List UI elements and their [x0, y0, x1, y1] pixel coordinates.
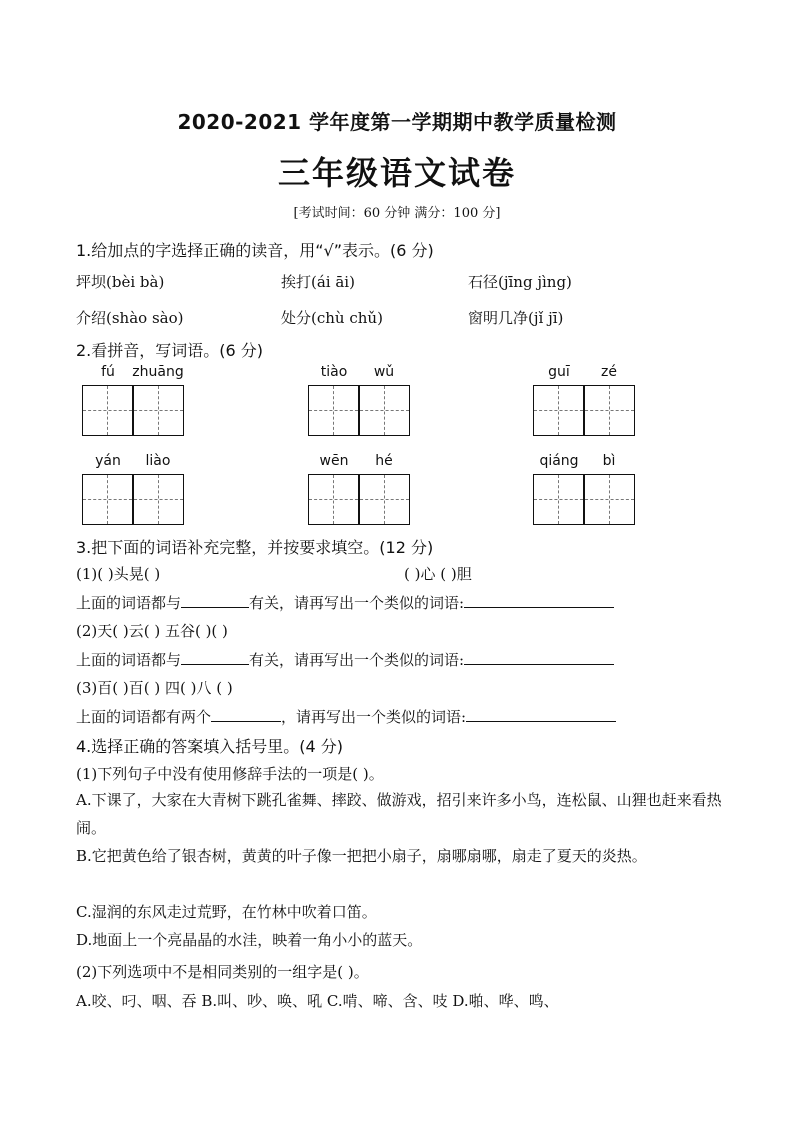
writing-grid[interactable]	[533, 385, 635, 436]
exam-subtitle: 2020-2021 学年度第一学期期中教学质量检测	[177, 110, 617, 134]
pinyin-label: tiào	[320, 364, 348, 380]
q3-line-6-suffix: ，请再写出一个类似的词语:	[281, 708, 467, 726]
q4-option-b: B.它把黄色给了银杏树，黄黄的叶子像一把把小扇子，扇哪扇哪，扇走了夏天的炎热。	[76, 847, 647, 865]
answer-blank[interactable]	[211, 707, 281, 722]
q4-option-a: A.下课了，大家在大青树下跳孔雀舞、摔跤、做游戏，招引来许多小鸟，连松鼠、山狸也赶来看热闹。	[76, 791, 722, 837]
q3-line-4-prefix: 上面的词语都与	[76, 651, 182, 669]
q3-line-1a: (1)( )头晃( )	[76, 565, 161, 583]
pinyin-label: wǔ	[373, 364, 395, 380]
q4-sub-question-2: (2)下列选项中不是相同类别的一组字是( )。	[76, 963, 369, 981]
exam-info: [考试时间：60 分钟 满分：100 分]	[293, 206, 501, 221]
pinyin-label: wēn	[319, 453, 349, 469]
writing-grid[interactable]	[82, 385, 184, 436]
pinyin-label: zé	[601, 364, 617, 380]
question-4-title: 4.选择正确的答案填入括号里。(4 分)	[76, 737, 344, 756]
q1-item-2: 挨打(ái āi)	[281, 273, 355, 291]
pinyin-label: guī	[548, 364, 570, 380]
writing-grid[interactable]	[308, 474, 410, 525]
pinyin-label: zhuāng	[132, 364, 184, 380]
pinyin-label: bì	[602, 453, 616, 469]
question-3-title: 3.把下面的词语补充完整，并按要求填空。(12 分)	[76, 538, 434, 557]
answer-blank[interactable]	[181, 593, 249, 608]
q3-line-2-suffix: 有关，请再写出一个类似的词语:	[249, 594, 465, 612]
answer-blank[interactable]	[464, 650, 614, 665]
q4-options-line: A.咬、叼、咽、吞 B.叫、吵、唤、吼 C.啃、啼、含、吱 D.啪、哗、鸣、	[76, 992, 559, 1010]
q1-item-5: 处分(chù chǔ)	[281, 309, 383, 327]
q4-option-d: D.地面上一个亮晶晶的水洼，映着一角小小的蓝天。	[76, 931, 423, 949]
writing-grid[interactable]	[308, 385, 410, 436]
question-1-title: 1.给加点的字选择正确的读音，用“√”表示。(6 分)	[76, 241, 434, 260]
q3-line-4-suffix: 有关，请再写出一个类似的词语:	[249, 651, 465, 669]
pinyin-label: fú	[101, 364, 115, 380]
q3-line-3: (2)天( )云( ) 五谷( )( )	[76, 622, 228, 640]
pinyin-label: yán	[95, 453, 121, 469]
q1-item-4: 介绍(shào sào)	[76, 309, 184, 327]
answer-blank[interactable]	[466, 707, 616, 722]
q3-line-1b: ( )心 ( )胆	[404, 565, 472, 583]
q1-item-1: 坪坝(bèi bà)	[76, 273, 165, 291]
writing-grid[interactable]	[82, 474, 184, 525]
answer-blank[interactable]	[464, 593, 614, 608]
q1-item-3: 石径(jīng jìng)	[468, 273, 572, 291]
pinyin-label: liào	[145, 453, 171, 469]
question-2-title: 2.看拼音，写词语。(6 分)	[76, 341, 264, 360]
pinyin-label: qiáng	[539, 453, 579, 469]
pinyin-label: hé	[375, 453, 393, 469]
q1-item-6: 窗明几净(jǐ jī)	[468, 309, 564, 327]
q3-line-6	[76, 706, 616, 727]
q4-sub-question-1: (1)下列句子中没有使用修辞手法的一项是( )。	[76, 765, 384, 783]
answer-blank[interactable]	[181, 650, 249, 665]
exam-title: 三年级语文试卷	[277, 154, 516, 192]
q3-line-4	[76, 649, 614, 670]
q4-option-c: C.湿润的东风走过荒野，在竹林中吹着口笛。	[76, 903, 377, 921]
q3-line-2	[76, 592, 614, 613]
q3-line-6-prefix: 上面的词语都有两个	[76, 708, 212, 726]
q3-line-5: (3)百( )百( ) 四( )八 ( )	[76, 679, 233, 697]
q3-line-2-prefix: 上面的词语都与	[76, 594, 182, 612]
writing-grid[interactable]	[533, 474, 635, 525]
